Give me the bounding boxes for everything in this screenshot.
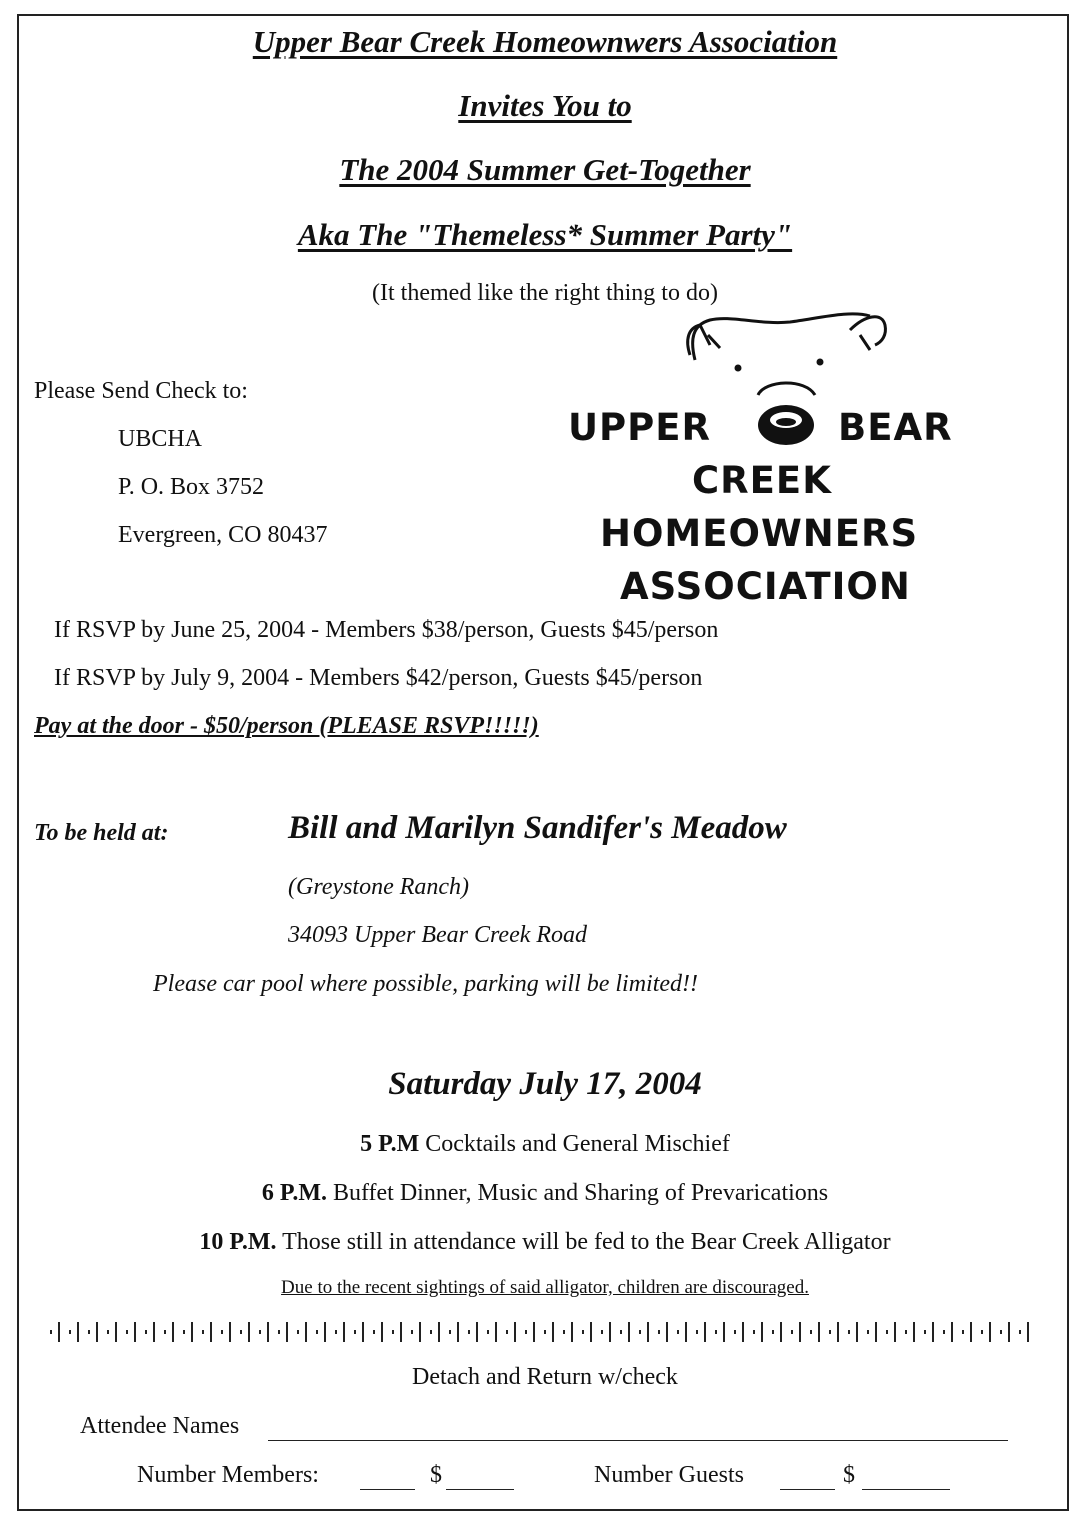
schedule-time: 5 P.M [360,1131,420,1157]
schedule-time: 6 P.M. [261,1180,327,1206]
guests-amount-field[interactable] [862,1489,950,1490]
members-count-field[interactable] [360,1489,415,1490]
mailing-name: UBCHA [118,426,203,452]
rsvp-july: If RSVP by July 9, 2004 - Members $42/person, Guests $45/person [54,665,703,691]
guests-count-field[interactable] [780,1489,835,1490]
guests-label: Number Guests [594,1462,744,1488]
location-label: To be held at: [34,820,169,846]
members-label: Number Members: [137,1462,319,1488]
attendee-names-field[interactable] [268,1440,1008,1441]
children-warning: Due to the recent sightings of said alligator, children are discouraged. [281,1277,809,1298]
schedule-desc: Cocktails and General Mischief [419,1131,730,1157]
schedule-item-6pm [0,1180,1090,1207]
schedule-desc: Buffet Dinner, Music and Sharing of Prevarications [326,1180,829,1206]
schedule-item-10pm [0,1229,1090,1256]
detach-instruction: Detach and Return w/check [412,1364,678,1390]
title-note: (It themed like the right thing to do) [372,280,718,306]
mailing-city: Evergreen, CO 80437 [118,522,328,548]
schedule-desc: Those still in attendance will be fed to the Bear Creek Alligator [276,1229,891,1255]
event-date: Saturday July 17, 2004 [388,1066,702,1102]
logo-homeowners: HOMEOWNERS [600,512,919,555]
location-address: 34093 Upper Bear Creek Road [288,922,588,948]
pay-at-door: Pay at the door - $50/person (PLEASE RSVP!!!!!) [34,713,539,739]
parking-note: Please car pool where possible, parking will be limited!! [153,971,699,997]
mailing-label: Please Send Check to: [34,378,248,404]
location-ranch: (Greystone Ranch) [288,874,470,900]
title-association: Upper Bear Creek Homeownwers Association [252,24,838,59]
rsvp-june: If RSVP by June 25, 2004 - Members $38/person, Guests $45/person [54,617,719,643]
members-amount-field[interactable] [446,1489,514,1490]
schedule-time: 10 P.M. [199,1229,277,1255]
title-invites: Invites You to [458,88,632,123]
logo-association: ASSOCIATION [620,565,911,608]
title-event: The 2004 Summer Get-Together [339,152,751,187]
logo-upper: UPPER [568,406,712,449]
mailing-box: P. O. Box 3752 [118,474,265,500]
guests-dollar-sign: $ [843,1462,855,1488]
title-aka: Aka The "Themeless* Summer Party" [297,217,793,252]
schedule-item-5pm [0,1131,1090,1158]
attendee-label: Attendee Names [80,1413,240,1439]
logo-creek: CREEK [692,459,832,502]
logo-bear: BEAR [838,406,953,449]
members-dollar-sign: $ [430,1462,442,1488]
location-venue: Bill and Marilyn Sandifer's Meadow [288,810,787,846]
detach-separator-crosses [50,1322,1035,1342]
